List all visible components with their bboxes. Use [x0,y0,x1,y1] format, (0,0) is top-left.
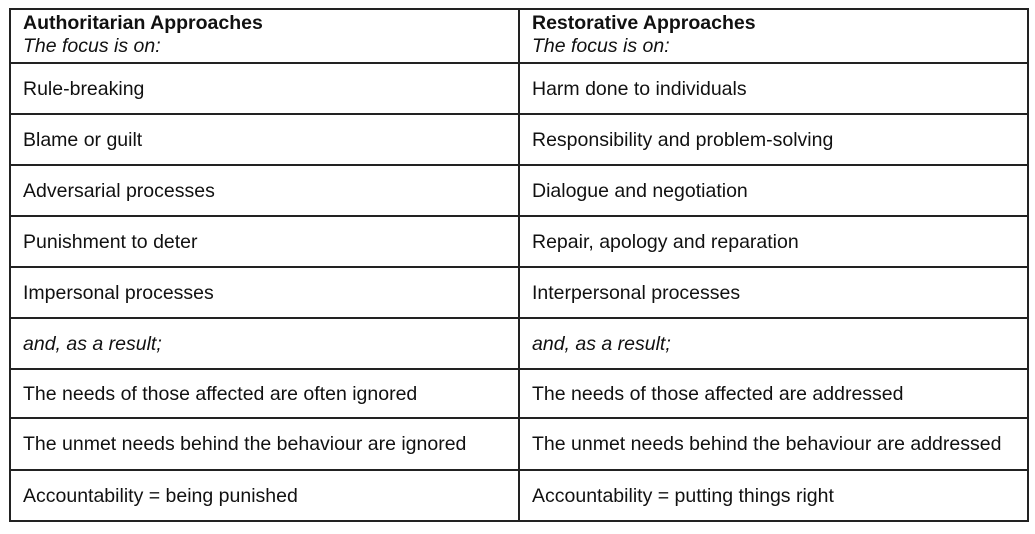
table-cell: Accountability = putting things right [519,470,1028,521]
table-header-row [10,9,1028,63]
header-authoritarian [10,9,519,63]
table-row [10,63,1028,114]
table-cell: Dialogue and negotiation [519,165,1028,216]
table-row [10,114,1028,165]
table-cell: The unmet needs behind the behaviour are ignored [10,418,519,470]
table-cell: Harm done to individuals [519,63,1028,114]
table-cell: and, as a result; [519,318,1028,369]
header-title: Restorative Approaches [532,12,756,34]
table-cell: and, as a result; [10,318,519,369]
header-subtitle: The focus is on: [532,35,670,57]
header-subtitle: The focus is on: [23,35,161,57]
table-cell: Repair, apology and reparation [519,216,1028,267]
table-cell: Adversarial processes [10,165,519,216]
table-cell: The needs of those affected are often ignored [10,369,519,418]
table-cell: Rule-breaking [10,63,519,114]
table-cell: Responsibility and problem-solving [519,114,1028,165]
table-cell: The needs of those affected are addressed [519,369,1028,418]
table-row [10,267,1028,318]
table-cell: Punishment to deter [10,216,519,267]
comparison-table [9,8,1029,522]
table-cell: Impersonal processes [10,267,519,318]
table-cell: The unmet needs behind the behaviour are addressed [519,418,1028,470]
table-cell: Blame or guilt [10,114,519,165]
table-row-result-transition [10,318,1028,369]
table-row [10,165,1028,216]
header-title: Authoritarian Approaches [23,12,263,34]
table-row [10,216,1028,267]
table-row [10,418,1028,470]
table-cell: Accountability = being punished [10,470,519,521]
table-row [10,470,1028,521]
header-restorative [519,9,1028,63]
table-cell: Interpersonal processes [519,267,1028,318]
table-row [10,369,1028,418]
